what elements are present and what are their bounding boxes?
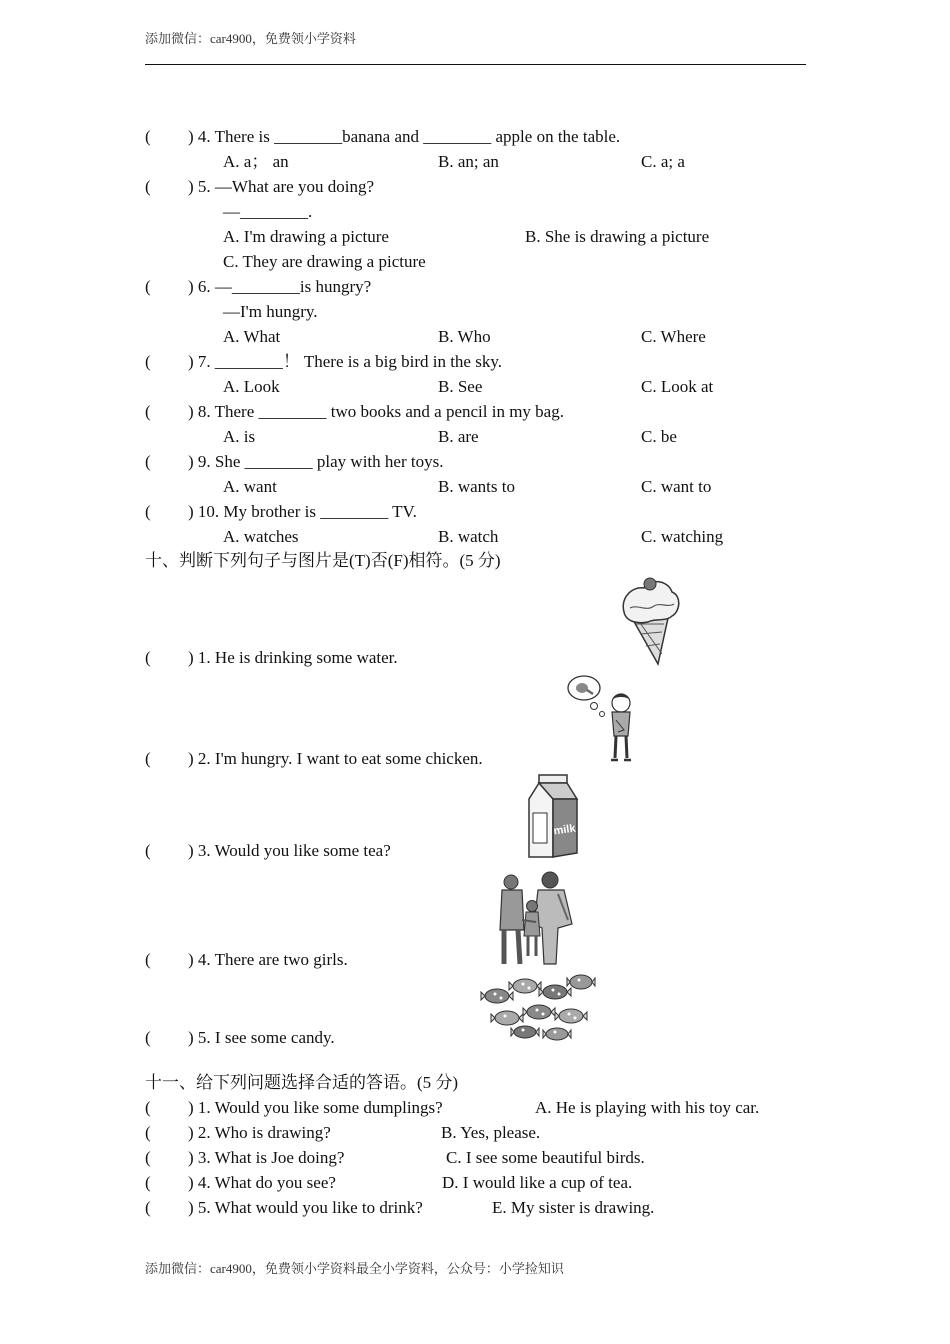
match-4-question: ) 4. What do you see? [188,1173,336,1192]
milk-label: milk [552,822,577,838]
judge-2-paren: ( [145,749,151,768]
q6-reply: —I'm hungry. [223,302,318,321]
match-2-paren: ( [145,1123,151,1142]
q7-paren: ( [145,352,151,371]
q6-option-a: A. What [223,327,281,346]
match-answer-c: C. I see some beautiful birds. [446,1148,645,1167]
header-divider [145,64,806,65]
q6-option-b: B. Who [438,327,491,346]
q7-option-b: B. See [438,377,483,396]
q8-paren: ( [145,402,151,421]
q9-paren: ( [145,452,151,471]
q10-stem: ) 10. My brother is ________ TV. [188,502,417,521]
q5-paren: ( [145,177,151,196]
page-header: 添加微信：car4900，免费领小学资料 [145,31,356,46]
judge-5-text: ) 5. I see some candy. [188,1028,335,1047]
q4-option-b: B. an; an [438,152,499,171]
boy-thinking-chicken-icon [566,672,642,764]
q4-paren: ( [145,127,151,146]
q9-option-b: B. wants to [438,477,515,496]
judge-3-paren: ( [145,841,151,860]
q10-option-b: B. watch [438,527,499,546]
judge-2-text: ) 2. I'm hungry. I want to eat some chicken. [188,749,483,768]
judge-4-text: ) 4. There are two girls. [188,950,348,969]
match-5-paren: ( [145,1198,151,1217]
q9-stem: ) 9. She ________ play with her toys. [188,452,444,471]
judge-4-paren: ( [145,950,151,969]
q5-option-a: A. I'm drawing a picture [223,227,389,246]
q10-option-a: A. watches [223,527,299,546]
family-group-icon [496,870,582,966]
judge-5-paren: ( [145,1028,151,1047]
q10-option-c: C. watching [641,527,724,546]
q4-option-c: C. a; a [641,152,685,171]
match-2-question: ) 2. Who is drawing? [188,1123,331,1142]
match-answer-d: D. I would like a cup of tea. [442,1173,633,1192]
match-answer-b: B. Yes, please. [441,1123,541,1142]
match-4-paren: ( [145,1173,151,1192]
q9-option-a: A. want [223,477,277,496]
q7-stem: ) 7. ________！ There is a big bird in the sky. [188,352,502,371]
match-5-question: ) 5. What would you like to drink? [188,1198,423,1217]
judge-1-paren: ( [145,648,151,667]
match-3-question: ) 3. What is Joe doing? [188,1148,345,1167]
judge-3-text: ) 3. Would you like some tea? [188,841,391,860]
q9-option-c: C. want to [641,477,712,496]
q4-option-a: A. a； an [223,152,289,171]
q6-paren: ( [145,277,151,296]
judge-1-text: ) 1. He is drinking some water. [188,648,398,667]
q8-option-b: B. are [438,427,479,446]
match-answer-a: A. He is playing with his toy car. [535,1098,760,1117]
q6-stem: ) 6. —________is hungry? [188,277,372,296]
q7-option-c: C. Look at [641,377,714,396]
candy-pile-icon [477,968,605,1044]
q5-stem: ) 5. —What are you doing? [188,177,374,196]
q8-stem: ) 8. There ________ two books and a pencil in my bag. [188,402,564,421]
q5-reply: —________. [223,202,313,221]
milk-carton-icon [525,773,581,859]
section-10-title: 十、判断下列句子与图片是(T)否(F)相符。(5 分) [145,551,501,570]
q7-option-a: A. Look [223,377,280,396]
match-answer-e: E. My sister is drawing. [492,1198,655,1217]
q10-paren: ( [145,502,151,521]
match-3-paren: ( [145,1148,151,1167]
section-11-title: 十一、给下列问题选择合适的答语。(5 分) [145,1073,459,1092]
q5-option-c: C. They are drawing a picture [223,252,426,271]
match-1-paren: ( [145,1098,151,1117]
q5-option-b: B. She is drawing a picture [525,227,710,246]
page-footer: 添加微信：car4900，免费领小学资料最全小学资料，公众号：小学捡知识 [145,1261,564,1276]
q8-option-a: A. is [223,427,256,446]
q4-stem: ) 4. There is ________banana and ________ apple on the table. [188,127,621,146]
q6-option-c: C. Where [641,327,706,346]
match-1-question: ) 1. Would you like some dumplings? [188,1098,443,1117]
ice-cream-icon [618,574,682,666]
q8-option-c: C. be [641,427,677,446]
